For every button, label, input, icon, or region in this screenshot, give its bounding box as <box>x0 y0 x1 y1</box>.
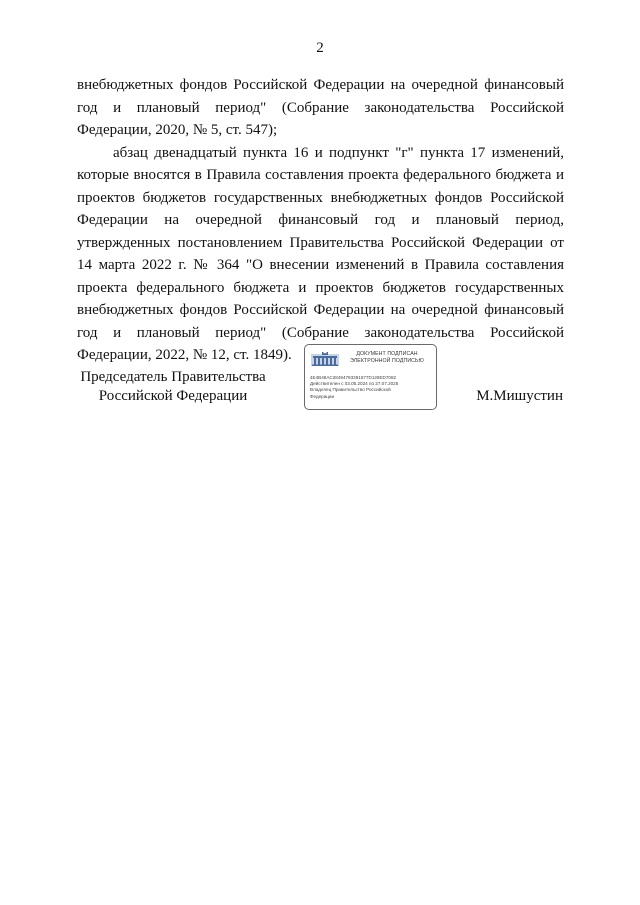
paragraph-1: внебюджетных фондов Российской Федерации на очередной финансовый год и плановый период" (Собрание законодательства Российской Федерации, 2020, № 5, ст. 547); <box>77 77 564 138</box>
stamp-owner-line-1: Владелец Правительство Российской <box>310 387 391 393</box>
stamp-owner-line-2: Федерации <box>310 393 335 399</box>
stamp-header-line-1: ДОКУМЕНТ ПОДПИСАН <box>356 351 418 357</box>
signer-title <box>77 368 269 406</box>
stamp-header <box>341 351 433 364</box>
paragraph-2: абзац двенадцатый пункта 16 и подпункт "г" пункта 17 изменений, которые вносятся в Правила составления проекта федерального бюджета и проектов бюджетов государственных внебюджетных фондов Российской Федерации на очередной финансовый год и плановый период, утвержденных постановлением Правительства Российской Федерации от 14 марта 2022 г. № 364 "О внесении изменений в Правила составления проекта федерального бюджета и проектов бюджетов государственных внебюджетных фондов Российской Федерации на очередной финансовый год и плановый период" (Собрание законодательства Российской Федерации, 2022, № 12, ст. 1849). <box>77 144 564 363</box>
signer-title-line-2: Российской Федерации <box>98 388 248 404</box>
document-body <box>77 74 564 367</box>
electronic-signature-stamp <box>304 344 437 410</box>
signer-name: М.Мишустин <box>476 388 563 404</box>
stamp-validity: Действителен с 03.05.2024 по 27.07.2025 <box>310 381 399 387</box>
government-building-icon <box>311 352 339 366</box>
stamp-details <box>310 375 432 400</box>
page-number: 2 <box>316 40 324 56</box>
signer-title-line-1: Председатель Правительства <box>80 369 266 385</box>
stamp-certificate: 4E4B48AC28494793391877D128ED7082 <box>310 375 397 380</box>
stamp-header-line-2: ЭЛЕКТРОННОЙ ПОДПИСЬЮ <box>350 357 424 364</box>
